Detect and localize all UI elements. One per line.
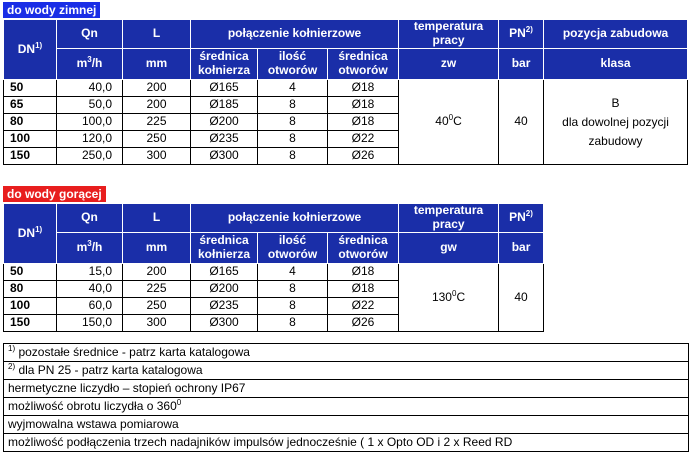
note-item: wyjmowalna wstawa pomiarowa [4,415,688,433]
header-l: L [123,204,191,233]
note-item: hermetyczne liczydło – stopień ochrony IP67 [4,379,688,397]
table-row: 50 15,0 200 Ø165 4 Ø18 $130^0C$ 40 [4,264,544,281]
header-flange: połączenie kołnierzowe [191,20,399,49]
header-temp: temperatura pracy [399,20,499,49]
cold-water-tag: do wody zimnej [3,2,100,18]
header-flange: połączenie kołnierzowe [191,204,399,233]
header-holes-diam: średnica otworów [328,49,399,80]
header-temp: temperatura pracy [399,204,499,233]
header-flange-diam: średnica kołnierza [191,233,258,264]
header-pn: PN$^{2)}$ [499,204,544,233]
cold-water-table [3,19,688,165]
hot-water-table [3,203,544,332]
header-temp-class: zw [399,49,499,80]
header-qn-unit: $m^3/h$ [57,233,123,264]
header-position-unit: klasa [544,49,688,80]
header-holes-count: ilość otworów [258,49,328,80]
note-item: możliwość podłączenia trzech nadajników impulsów jednocześnie ( 1 x Opto OD i 2 x Reed RD [4,433,688,451]
header-l-unit: mm [123,49,191,80]
header-holes-count: ilość otworów [258,233,328,264]
table-row: 50 40,0 200 Ø165 4 Ø18 $40^0C$ 40 B dla dowolnej pozycji zabudowy [4,80,688,97]
table-row: 65 50,0 200 Ø185 8 Ø18 [4,97,688,114]
hot-water-tag: do wody gorącej [3,186,106,202]
header-l: L [123,20,191,49]
header-holes-diam: średnica otworów [328,233,399,264]
header-qn: Qn [57,20,123,49]
note-item: $^{2)}$ dla PN 25 - patrz karta katalogowa [4,361,688,379]
note-item: możliwość obrotu liczydła o $360^0$ [4,397,688,415]
header-l-unit: mm [123,233,191,264]
temp-value: $130^0C$ [399,264,499,332]
pn-value: 40 [499,264,544,332]
table-row: 150 150,0 300 Ø300 8 Ø26 [4,315,544,332]
table-row: 100 120,0 250 Ø235 8 Ø22 [4,131,688,148]
table-row: 80 100,0 225 Ø200 8 Ø18 [4,114,688,131]
table-row: 150 250,0 300 Ø300 8 Ø26 [4,148,688,165]
table-row: 100 60,0 250 Ø235 8 Ø22 [4,298,544,315]
table-row: 80 40,0 225 Ø200 8 Ø18 [4,281,544,298]
note-item: $^{1)}$ pozostałe średnice - patrz karta katalogowa [4,343,688,361]
pn-value: 40 [499,80,544,165]
header-position: pozycja zabudowa [544,20,688,49]
position-value: B dla dowolnej pozycji zabudowy [544,80,688,165]
header-dn: DN$^{1)}$ [4,204,57,264]
header-pn-unit: bar [499,233,544,264]
header-flange-diam: średnica kołnierza [191,49,258,80]
header-qn-unit: $m^3/h$ [57,49,123,80]
header-pn: PN$^{2)}$ [499,20,544,49]
notes-block [3,343,689,452]
header-pn-unit: bar [499,49,544,80]
header-dn: DN$^{1)}$ [4,20,57,80]
temp-value: $40^0C$ [399,80,499,165]
header-temp-class: gw [399,233,499,264]
header-qn: Qn [57,204,123,233]
